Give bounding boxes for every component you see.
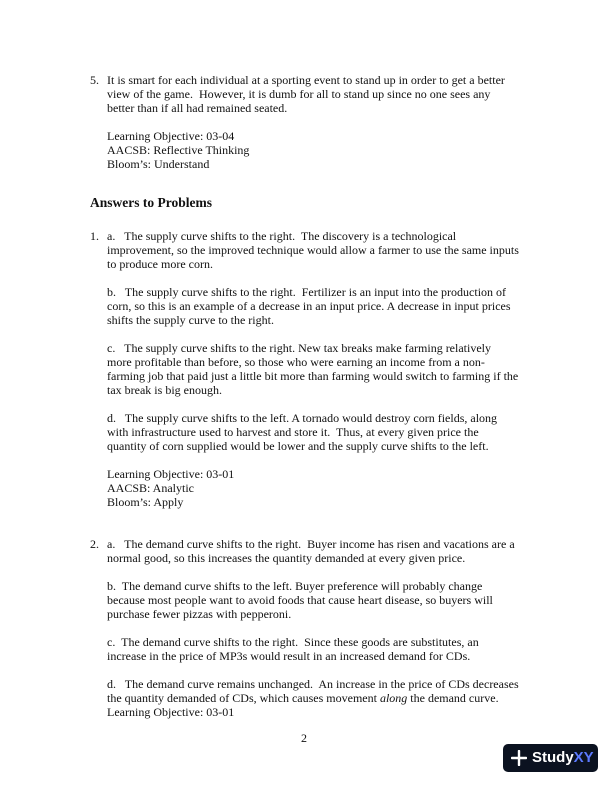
- badge-brand: Study: [532, 749, 574, 766]
- section-heading: Answers to Problems: [90, 195, 212, 210]
- text-line: b. The supply curve shifts to the right. Fertilizer is an input into the production of: [107, 285, 507, 299]
- question-number: 5.: [90, 73, 99, 87]
- aacsb-tag: AACSB: Reflective Thinking: [107, 143, 250, 157]
- text-line: corn, so this is an example of a decrease in an input price. A decrease in input prices: [107, 299, 511, 313]
- text-line: a. The demand curve shifts to the right. Buyer income has risen and vacations are a: [107, 537, 515, 551]
- text-line: d. The demand curve remains unchanged. An increase in the price of CDs decreases: [107, 677, 519, 691]
- plus-icon: [511, 750, 527, 766]
- text-line: c. The demand curve shifts to the right. Since these goods are substitutes, an: [107, 635, 479, 649]
- blooms-tag: Bloom’s: Understand: [107, 157, 210, 171]
- problem-number: 1.: [90, 229, 99, 243]
- text-line: better than if all had remained seated.: [107, 101, 288, 115]
- emphasis-text: along: [379, 691, 408, 705]
- text-line: because most people want to avoid foods that cause heart disease, so buyers will: [107, 593, 493, 607]
- learning-objective: Learning Objective: 03-01: [107, 705, 235, 719]
- text-line: It is smart for each individual at a sporting event to stand up in order to get a better: [107, 73, 505, 87]
- learning-objective: Learning Objective: 03-01: [107, 467, 235, 481]
- text-line: b. The demand curve shifts to the left. Buyer preference will probably change: [107, 579, 483, 593]
- text-line: improvement, so the improved technique would allow a farmer to use the same inputs: [107, 243, 519, 257]
- text-line: a. The supply curve shifts to the right. The discovery is a technological: [107, 229, 457, 243]
- blooms-tag: Bloom’s: Apply: [107, 495, 184, 509]
- text-line: increase in the price of MP3s would result in an increased demand for CDs.: [107, 649, 471, 663]
- page-number: 2: [301, 731, 307, 745]
- text-line: purchase fewer pizzas with pepperoni.: [107, 607, 292, 621]
- text-line: quantity of corn supplied would be lower and the supply curve shifts to the left.: [107, 439, 489, 453]
- text-line: to produce more corn.: [107, 257, 213, 271]
- text-line: c. The supply curve shifts to the right. New tax breaks make farming relatively: [107, 341, 491, 355]
- text-segment: the quantity demanded of CDs, which causes movement: [107, 691, 380, 705]
- aacsb-tag: AACSB: Analytic: [107, 481, 195, 495]
- learning-objective: Learning Objective: 03-04: [107, 129, 235, 143]
- text-line: more profitable than before, so those who were earning an income from a non-: [107, 355, 485, 369]
- text-line: view of the game. However, it is dumb for all to stand up since no one sees any: [107, 87, 491, 101]
- text-line: with infrastructure used to harvest and store it. Thus, at every given price the: [107, 425, 479, 439]
- badge-accent: XY: [573, 749, 594, 766]
- text-segment: the demand curve.: [407, 691, 499, 705]
- problem-number: 2.: [90, 537, 99, 551]
- text-line: farming job that paid just a little bit more than farming would switch to farming if the: [107, 369, 519, 383]
- badge-label: [532, 750, 594, 766]
- text-line: normal good, so this increases the quantity demanded at every given price.: [107, 551, 466, 565]
- text-line: tax break is big enough.: [107, 383, 222, 397]
- text-line: d. The supply curve shifts to the left. A tornado would destroy corn fields, along: [107, 411, 498, 425]
- text-line: shifts the supply curve to the right.: [107, 313, 274, 327]
- text-line: [107, 691, 499, 705]
- studyxy-badge[interactable]: [503, 744, 598, 772]
